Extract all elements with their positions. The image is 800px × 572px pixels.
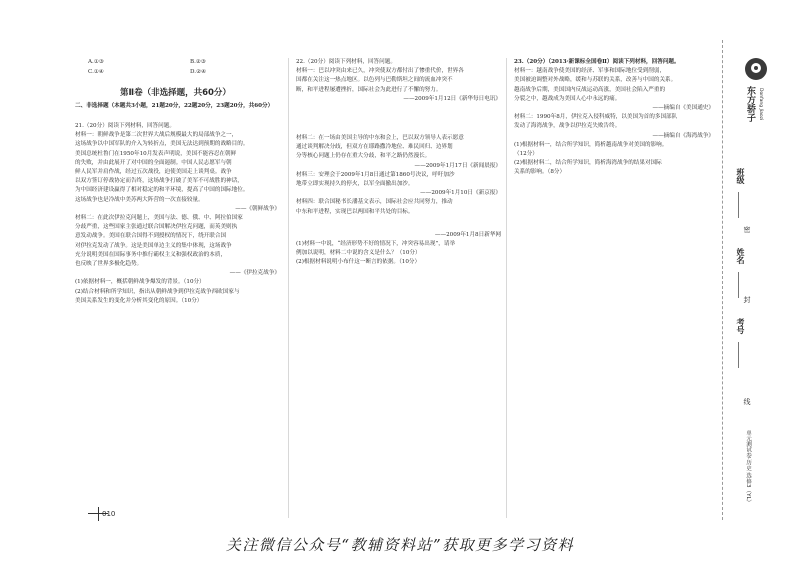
- name-field-line[interactable]: [738, 272, 739, 298]
- q21-m2-line: 充分说明美国在国际事务中推行霸权主义和强权政治的本质，: [75, 251, 227, 258]
- q22-m2-line: 通过谈判解决分歧，但双方在耶路撒冷地位、难民回归、边界划: [296, 144, 453, 151]
- option-a: A.①③: [88, 59, 104, 65]
- q23-question-1: （12分）: [514, 151, 538, 158]
- q22-question-1: (1)材料一中说，“经济形势不好的情况下，冲突容易出现”，请举: [296, 241, 456, 248]
- question-22: [296, 58, 501, 268]
- q22-m1-source: ——2009年1月12日《新华每日电讯》: [403, 95, 501, 102]
- q21-m2-line: 对伊拉克发动了战争。这是美国单边主义的集中体现，这场战争: [75, 242, 232, 249]
- q22-m1-line: 材料一：巴以冲突由来已久，冲突使双方都付出了惨重代价，世界各: [296, 68, 464, 75]
- q21-m1-source: ——《朝鲜战争》: [235, 205, 280, 212]
- q21-m2-line: 也反映了世界多极化趋势。: [75, 261, 143, 268]
- q22-m2-line: 分等核心问题上仍存在重大分歧，和平之路仍然漫长。: [296, 153, 431, 160]
- class-field-label: 班级: [736, 168, 745, 184]
- q21-m1-line: 这场战争以中国军队的介入为转折点，美国无法达到预期的战略目的。: [75, 141, 249, 148]
- q23-m2-line: 发动了海湾战争，战争以伊拉克失败告终。: [514, 123, 621, 130]
- logo-subtitle: Donfang Jiaozi: [758, 88, 763, 121]
- column-divider: [288, 58, 289, 518]
- q23-m1-line: 越南战争后期，美国国内反战运动高涨，美国社会陷入严重的: [514, 86, 666, 93]
- q23-question-2: (2)根据材料二，结合所学知识，简析海湾战争的结果对国际: [514, 160, 662, 167]
- binding-line: [722, 40, 724, 520]
- q23-m1-line: 材料一：越南战争使美国的经济、军事和国际地位受到削弱，: [514, 68, 666, 75]
- q23-m1-line: 分裂之中，越战成为美国人心中永远的痛。: [514, 95, 621, 102]
- q22-stem: 22.（20分）阅读下列材料，回答问题。: [296, 59, 396, 65]
- logo-name: 东方骄子: [745, 86, 755, 122]
- q23-m2-source: ——摘编自《海湾战争》: [652, 132, 714, 139]
- q22-m1-line: 国都在关注这一热点地区。以色列与巴勒斯坦之间的流血冲突不: [296, 77, 453, 84]
- q22-question-1: 例加以说明，材料二中说的含义是什么？（10分）: [296, 250, 421, 257]
- q21-m1-line: 的失败，并由此展开了对中国的全面遏制。中国人民志愿军与朝: [75, 159, 232, 166]
- option-c: C.①④: [88, 69, 104, 75]
- logo-icon: [745, 58, 767, 80]
- seal-char-mi: 密: [743, 226, 751, 233]
- q22-m4-line: 中东和平进程，实现巴以两国和平共处的目标。: [296, 208, 414, 215]
- exam-number-line[interactable]: [738, 342, 739, 368]
- column-divider: [506, 58, 507, 518]
- seal-char-xian: 线: [743, 398, 751, 405]
- q21-question-1: (1)依据材料一，概括朝鲜战争爆发的背景。（10分）: [75, 279, 205, 286]
- q21-m1-line: 美国总统杜鲁门在1950年10月发表声明说，美国不能容忍在朝鲜: [75, 150, 237, 157]
- page-number-tick: [98, 507, 99, 521]
- q21-m1-line: 鲜人民军并肩作战，经过五次战役，迫使美国走上谈判桌。战争: [75, 169, 232, 176]
- seal-char-feng: 封: [743, 296, 751, 303]
- q21-question-2: 美国关系发生的变化并分析其变化的原因。（10分）: [75, 297, 203, 304]
- q23-question-1: (1)根据材料一，结合所学知识，简析越南战争对美国的影响。: [514, 141, 668, 148]
- q23-question-2: 关系的影响。（8分）: [514, 169, 566, 176]
- exam-number-label: 考号: [736, 318, 745, 334]
- q21-question-2: (2)结合材料和所学知识，指出从朝鲜战争到伊拉克战争西欧国家与: [75, 288, 240, 295]
- q21-m2-line: 分歧严重，这些国家主张通过联合国解决伊拉克问题，而英美则执: [75, 224, 238, 231]
- q22-m2-line: 材料二：在一场由美国主导的中东和会上，巴以双方领导人表示愿意: [296, 135, 464, 142]
- section-title: 第Ⅱ卷（非选择题，共60分）: [120, 88, 231, 98]
- option-d: D.②④: [190, 69, 207, 75]
- q23-m2-line: 材料二：1990年8月，伊拉克入侵科威特，以美国为首的多国部队: [514, 114, 678, 121]
- q21-m2-line: 材料二：在此次伊拉克问题上，美国与法、德、俄、中、阿拉伯国家: [75, 215, 243, 222]
- q21-m1-line: 以双方签订停战协定而告终，这场战争打破了美军不可战胜的神话，: [75, 178, 243, 185]
- q21-stem: 21.（20分）阅读下列材料，回答问题。: [75, 123, 175, 129]
- q22-m4-line: 材料四：联合国秘书长潘基文表示，国际社会应共同努力，推动: [296, 199, 453, 206]
- q23-m1-source: ——摘编自《美国通史》: [652, 105, 714, 112]
- class-field-line[interactable]: [738, 192, 739, 218]
- sidebar-footer: 单元测试卷·历史 选修3（YL）: [745, 430, 751, 506]
- name-field-label: 姓名: [736, 248, 745, 264]
- spacer: [296, 217, 501, 231]
- question-21: [75, 122, 280, 306]
- q22-m2-source: ——2009年1月17日《新闻晨报》: [414, 162, 501, 169]
- q22-m3-source: ——2009年1月10日《新京报》: [420, 190, 501, 197]
- q21-m1-line: 材料一：朝鲜战争是第二次世界大战后规模最大的局部战争之一，: [75, 132, 238, 139]
- q23-stem: 23.（20分）（2013·新课标全国卷Ⅱ）阅读下列材料，回答问题。: [514, 59, 680, 65]
- page-number: 010: [102, 510, 116, 518]
- q22-m3-line: 材料三：安理会于2009年1月8日通过第1860号决议，呼吁加沙: [296, 171, 455, 178]
- q22-m3-line: 地带立即实现持久的停火，以军全面撤出加沙。: [296, 181, 414, 188]
- footer-banner: 关注微信公众号“教辅资料站”获取更多学习资料: [225, 536, 575, 554]
- q22-m1-line: 断，和平进程屡遭挫折，国际社会为此进行了不懈的努力。: [296, 86, 442, 93]
- instruction: 二、非选择题（本题共3小题，21题20分，22题20分，23题20分，共60分）: [75, 103, 274, 109]
- q22-question-2: (2)根据材料说明小布什这一断言的依据。（10分）: [296, 259, 421, 266]
- q21-m1-line: 这场战争也是冷战中美苏两大阵营的一次直接较量。: [75, 196, 204, 203]
- q21-m2-source: ——《伊拉克战争》: [229, 270, 280, 277]
- q22-m4-source: ——2009年1月8日新华网: [434, 231, 501, 238]
- q21-m1-line: 为中国经济建设赢得了相对稳定的和平环境，提高了中国的国际地位。: [75, 187, 249, 194]
- q23-m1-line: 美国被迫调整对外战略，缓和与苏联的关系，改善与中国的关系。: [514, 77, 677, 84]
- q21-m2-line: 意发动战争。美国在联合国得不到授权的情况下，绕开联合国: [75, 233, 227, 240]
- option-b: B.②③: [190, 59, 206, 65]
- spacer: [296, 104, 501, 134]
- question-23: [514, 58, 714, 178]
